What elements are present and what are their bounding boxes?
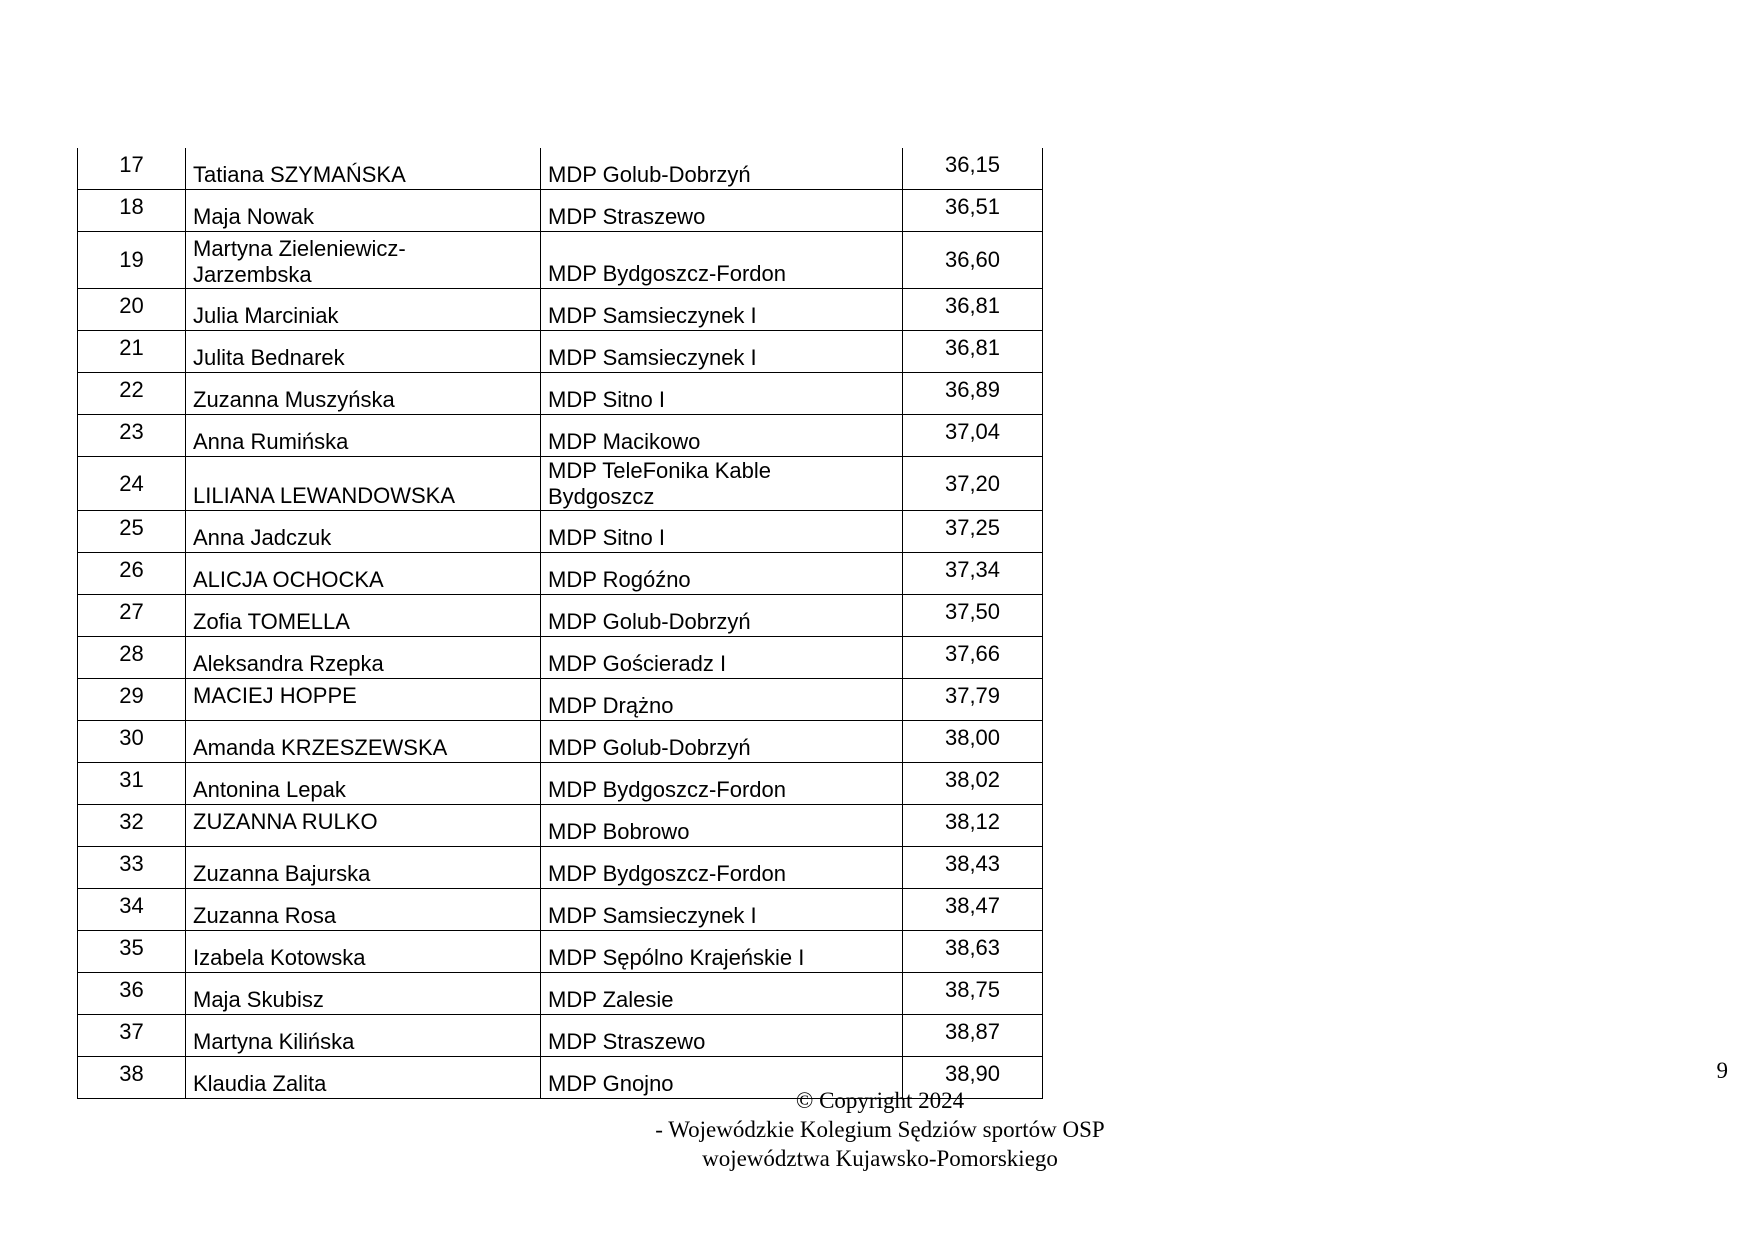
footer-organization-line: - Wojewódzkie Kolegium Sędziów sportów OSP <box>655 1117 1105 1142</box>
team-cell: MDP Samsieczynek I <box>541 889 903 931</box>
rank-cell: 25 <box>78 511 186 553</box>
table-row <box>78 721 1043 763</box>
team-cell: MDP Golub-Dobrzyń <box>541 595 903 637</box>
rank-cell: 18 <box>78 190 186 232</box>
rank-cell: 28 <box>78 637 186 679</box>
table-row <box>78 805 1043 847</box>
team-cell: MDP Golub-Dobrzyń <box>541 721 903 763</box>
table-row <box>78 232 1043 289</box>
name-cell: LILIANA LEWANDOWSKA <box>186 457 541 511</box>
time-cell: 36,15 <box>903 148 1043 190</box>
time-cell: 38,75 <box>903 973 1043 1015</box>
time-cell: 37,50 <box>903 595 1043 637</box>
table-row <box>78 931 1043 973</box>
team-cell: MDP Samsieczynek I <box>541 289 903 331</box>
time-cell: 36,81 <box>903 331 1043 373</box>
team-cell: MDP Rogóźno <box>541 553 903 595</box>
team-cell: MDP TeleFonika Kable Bydgoszcz <box>541 457 903 511</box>
time-cell: 36,81 <box>903 289 1043 331</box>
name-cell: Zuzanna Muszyńska <box>186 373 541 415</box>
name-cell: Klaudia Zalita <box>186 1057 541 1099</box>
rank-cell: 19 <box>78 232 186 289</box>
name-cell: Martyna Kilińska <box>186 1015 541 1057</box>
team-cell: MDP Drążno <box>541 679 903 721</box>
team-cell: MDP Zalesie <box>541 973 903 1015</box>
table-row <box>78 889 1043 931</box>
team-cell: MDP Straszewo <box>541 1015 903 1057</box>
rank-cell: 24 <box>78 457 186 511</box>
table-row <box>78 190 1043 232</box>
rank-cell: 35 <box>78 931 186 973</box>
time-cell: 36,60 <box>903 232 1043 289</box>
time-cell: 36,51 <box>903 190 1043 232</box>
name-cell: Tatiana SZYMAŃSKA <box>186 148 541 190</box>
rank-cell: 22 <box>78 373 186 415</box>
name-cell: Aleksandra Rzepka <box>186 637 541 679</box>
team-cell: MDP Golub-Dobrzyń <box>541 148 903 190</box>
rank-cell: 36 <box>78 973 186 1015</box>
rank-cell: 17 <box>78 148 186 190</box>
footer-copyright-line: © Copyright 2024 <box>795 1088 965 1113</box>
name-cell: ALICJA OCHOCKA <box>186 553 541 595</box>
time-cell: 38,87 <box>903 1015 1043 1057</box>
rank-cell: 31 <box>78 763 186 805</box>
table-row <box>78 457 1043 511</box>
name-cell: Maja Skubisz <box>186 973 541 1015</box>
team-cell: MDP Gnojno <box>541 1057 903 1099</box>
time-cell: 37,34 <box>903 553 1043 595</box>
rank-cell: 30 <box>78 721 186 763</box>
time-cell: 38,63 <box>903 931 1043 973</box>
table-row <box>78 331 1043 373</box>
time-cell: 37,20 <box>903 457 1043 511</box>
rank-cell: 26 <box>78 553 186 595</box>
team-cell: MDP Bydgoszcz-Fordon <box>541 232 903 289</box>
team-cell: MDP Sępólno Krajeńskie I <box>541 931 903 973</box>
footer-region-line: województwa Kujawsko-Pomorskiego <box>702 1146 1058 1171</box>
table-row <box>78 595 1043 637</box>
table-row <box>78 637 1043 679</box>
name-cell: MACIEJ HOPPE <box>186 679 541 721</box>
table-row <box>78 679 1043 721</box>
rank-cell: 32 <box>78 805 186 847</box>
team-cell: MDP Sitno I <box>541 511 903 553</box>
name-cell: Izabela Kotowska <box>186 931 541 973</box>
table-row <box>78 1015 1043 1057</box>
copyright-footer <box>0 1086 1754 1173</box>
rank-cell: 34 <box>78 889 186 931</box>
table-row <box>78 973 1043 1015</box>
team-cell: MDP Samsieczynek I <box>541 331 903 373</box>
name-cell: Zuzanna Bajurska <box>186 847 541 889</box>
time-cell: 37,25 <box>903 511 1043 553</box>
name-cell: Martyna Zieleniewicz- Jarzembska <box>186 232 541 289</box>
rank-cell: 37 <box>78 1015 186 1057</box>
name-cell: Maja Nowak <box>186 190 541 232</box>
rank-cell: 38 <box>78 1057 186 1099</box>
team-cell: MDP Bobrowo <box>541 805 903 847</box>
name-cell: Amanda KRZESZEWSKA <box>186 721 541 763</box>
time-cell: 38,47 <box>903 889 1043 931</box>
name-cell: Zofia TOMELLA <box>186 595 541 637</box>
table-row <box>78 511 1043 553</box>
name-cell: Julita Bednarek <box>186 331 541 373</box>
results-table <box>77 148 1043 1099</box>
team-cell: MDP Sitno I <box>541 373 903 415</box>
name-cell: Julia Marciniak <box>186 289 541 331</box>
table-row <box>78 148 1043 190</box>
rank-cell: 23 <box>78 415 186 457</box>
team-cell: MDP Straszewo <box>541 190 903 232</box>
table-row <box>78 763 1043 805</box>
table-row <box>78 847 1043 889</box>
team-cell: MDP Bydgoszcz-Fordon <box>541 847 903 889</box>
time-cell: 38,43 <box>903 847 1043 889</box>
name-cell: Anna Jadczuk <box>186 511 541 553</box>
rank-cell: 29 <box>78 679 186 721</box>
time-cell: 37,04 <box>903 415 1043 457</box>
time-cell: 37,66 <box>903 637 1043 679</box>
rank-cell: 21 <box>78 331 186 373</box>
name-cell: ZUZANNA RULKO <box>186 805 541 847</box>
team-cell: MDP Macikowo <box>541 415 903 457</box>
table-row <box>78 289 1043 331</box>
rank-cell: 33 <box>78 847 186 889</box>
time-cell: 38,90 <box>903 1057 1043 1099</box>
time-cell: 38,02 <box>903 763 1043 805</box>
table-row <box>78 373 1043 415</box>
table-row <box>78 553 1043 595</box>
team-cell: MDP Gościeradz I <box>541 637 903 679</box>
name-cell: Zuzanna Rosa <box>186 889 541 931</box>
table-row <box>78 415 1043 457</box>
time-cell: 38,12 <box>903 805 1043 847</box>
page-number: 9 <box>1716 1058 1728 1083</box>
name-cell: Antonina Lepak <box>186 763 541 805</box>
time-cell: 37,79 <box>903 679 1043 721</box>
time-cell: 36,89 <box>903 373 1043 415</box>
rank-cell: 27 <box>78 595 186 637</box>
team-cell: MDP Bydgoszcz-Fordon <box>541 763 903 805</box>
rank-cell: 20 <box>78 289 186 331</box>
time-cell: 38,00 <box>903 721 1043 763</box>
name-cell: Anna Rumińska <box>186 415 541 457</box>
